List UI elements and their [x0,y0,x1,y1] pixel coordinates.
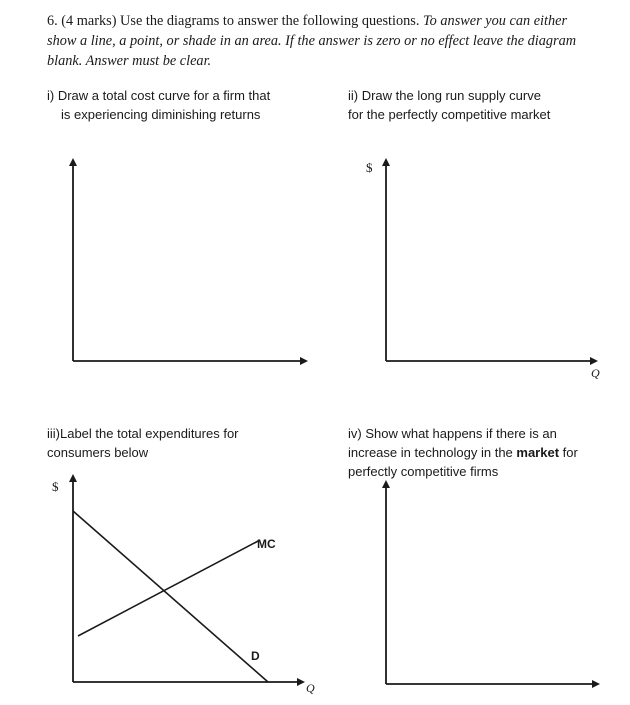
part-ii-line1: ii) Draw the long run supply curve [348,88,541,103]
graph-ii-x-label: Q [591,366,600,380]
graph-iii-mc-label: MC [257,537,276,551]
part-iv-line1: iv) Show what happens if there is an [348,426,557,441]
part-iii-line2: consumers below [47,445,149,460]
part-iv-line3: perfectly competitive firms [348,464,499,479]
graph-iii [52,478,315,695]
instructions-line3: blank. Answer must be clear. [47,53,212,69]
part-ii-line2: for the perfectly competitive market [348,107,551,122]
graph-ii [366,160,600,380]
graph-iii-x-label: Q [306,681,315,695]
instructions-line2b: If the answer is zero or no effect leave the diagram [285,33,577,49]
graph-i [73,162,304,361]
instructions-line1: To answer you can either [423,13,568,29]
graph-iii-mc-line [78,540,260,636]
part-iii-line1: iii)Label the total expenditures for [47,426,239,441]
part-iv-line2-pre: increase in technology in the [348,445,517,460]
instructions-line2: show a line, a point, or shade in an area. [47,33,282,49]
part-iv-market-word: market [516,445,560,460]
graph-iii-y-label: $ [52,479,59,494]
graph-iii-demand-line [73,511,268,682]
part-i-line2: is experiencing diminishing returns [61,107,261,122]
graph-iv [386,484,596,684]
question-number-marks: 6. (4 marks) Use the diagrams to answer the following questions. [47,13,420,29]
graph-iii-d-label: D [251,649,260,663]
part-i-line1: i) Draw a total cost curve for a firm that [47,88,271,103]
part-iv-line2-post: for [559,445,578,460]
graph-ii-y-label: $ [366,160,373,175]
